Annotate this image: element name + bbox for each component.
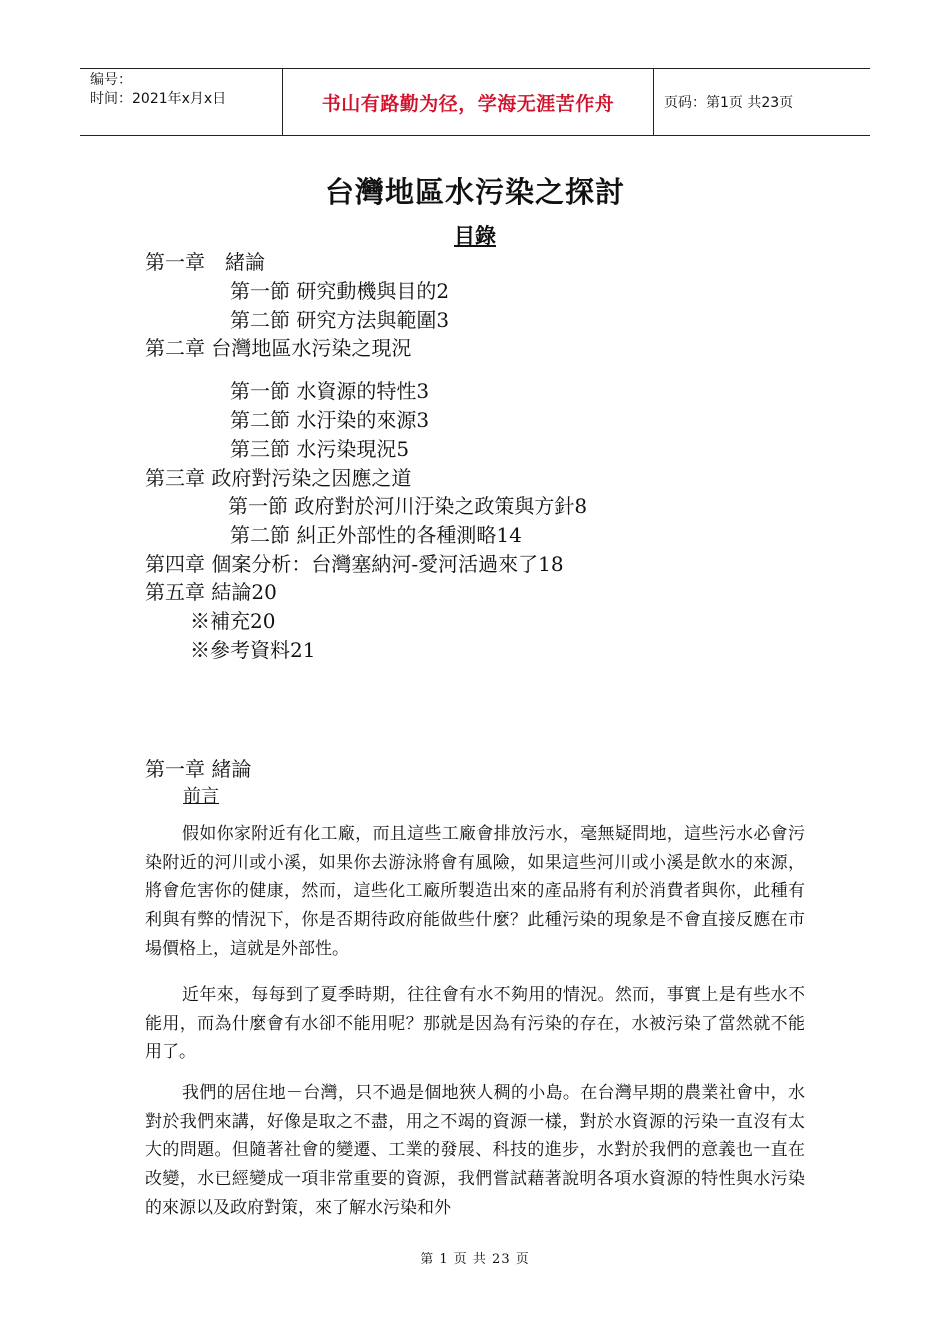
header-page-cell [654, 69, 870, 135]
toc-entry: ※參考資料21 [190, 638, 316, 662]
toc-entry: 第二節 水汙染的來源3 [230, 408, 430, 432]
toc-entry: 第五章 結論20 [145, 580, 277, 604]
toc-entry: 第四章 個案分析：台灣塞納河-愛河活過來了18 [145, 552, 564, 576]
toc-entry: 第二節 糾正外部性的各種測略14 [230, 523, 522, 547]
document-title: 台灣地區水污染之探討 [324, 175, 625, 209]
motto-text: 书山有路勤为径，学海无涯苦作舟 [321, 92, 615, 115]
header-left-cell [80, 69, 282, 135]
toc-entry: 第二節 研究方法與範圍3 [230, 308, 450, 332]
header-table [80, 68, 870, 136]
number-label: 编号： [90, 72, 132, 88]
toc-entry: 第三章 政府對污染之因應之道 [145, 466, 412, 490]
preface-label: 前言 [183, 786, 219, 807]
body-paragraph: 近年來，每每到了夏季時期，往往會有水不夠用的情況。然而，事實上是有些水不能用，而為什麼會有水卻不能用呢？那就是因為有污染的存在，水被污染了當然就不能用了。 [145, 985, 805, 1063]
toc-entry: 第一節 政府對於河川汙染之政策與方針8 [228, 494, 588, 518]
toc-entry: 第一節 水資源的特性3 [230, 379, 430, 403]
toc-entry: 第三節 水污染現況5 [230, 437, 410, 461]
toc-title: 目錄 [454, 223, 496, 248]
toc-entry: 第一節 研究動機與目的2 [230, 279, 450, 303]
time-label: 时间：2021年x月x日 [90, 91, 227, 107]
chapter-heading: 第一章 緒論 [145, 757, 252, 781]
toc-entry: ※補充20 [190, 609, 276, 633]
page-footer: 第 1 页 共 23 页 [420, 1252, 530, 1267]
body-paragraph: 我們的居住地－台灣，只不過是個地狹人稠的小島。在台灣早期的農業社會中，水對於我們來講，好像是取之不盡，用之不竭的資源一樣，對於水資源的污染一直沒有太大的問題。但隨著社會的變遷、工業的發展、科技的進步，水對於我們的意義也一直在改變，水已經變成一項非常重要的資源，我們嘗試藉著說明各項水資源的特性與水污染的來源以及政府對策，來了解水污染和外 [145, 1083, 805, 1218]
header-motto-cell [282, 69, 654, 135]
page-code: 页码：第1页 共23页 [664, 95, 794, 111]
toc-entry: 第二章 台灣地區水污染之現況 [145, 336, 412, 360]
toc-entry: 第一章 緒論 [145, 250, 265, 274]
body-paragraph: 假如你家附近有化工廠，而且這些工廠會排放污水，毫無疑問地，這些污水必會污染附近的河川或小溪，如果你去游泳將會有風險，如果這些河川或小溪是飲水的來源，將會危害你的健康，然而，這些化工廠所製造出來的產品將有利於消費者與你，此種有利與有弊的情況下，你是否期待政府能做些什麼？此種污染的現象是不會直接反應在市場價格上，這就是外部性。 [145, 824, 805, 959]
